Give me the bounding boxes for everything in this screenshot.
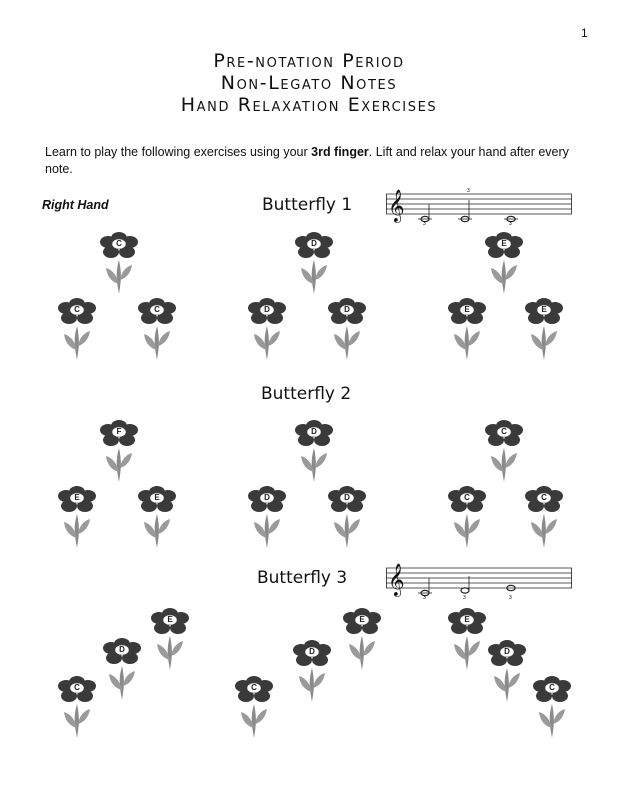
flower-note-label: C: [501, 427, 507, 436]
music-staff-3: [386, 560, 572, 600]
flower-note-label: D: [504, 647, 510, 656]
flower-1-3-3: [522, 298, 566, 368]
flower-3-2-1: [232, 676, 276, 746]
flower-2-1-1: [97, 420, 141, 490]
title-line-3: Hand Relaxation Exercises: [180, 94, 438, 116]
flower-note-label: D: [119, 645, 125, 654]
flower-note-label: E: [154, 493, 160, 502]
flower-note-label: C: [251, 683, 257, 692]
treble-clef-icon: 𝄞: [388, 189, 405, 222]
music-staff-1: [386, 186, 572, 226]
flower-note-label: E: [464, 305, 470, 314]
instructions: [45, 144, 590, 178]
flower-3-3-3: [530, 676, 574, 746]
title-line-1: Pre-notation Period: [213, 50, 405, 72]
flower-1-2-3: [325, 298, 369, 368]
flower-2-3-3: [522, 486, 566, 556]
flower-note-label: C: [549, 683, 555, 692]
flower-note-label: D: [344, 493, 350, 502]
flower-note-label: C: [74, 305, 80, 314]
flower-note-label: D: [311, 427, 317, 436]
flower-1-1-1: [97, 232, 141, 302]
finger-number: 3: [423, 221, 426, 226]
flower-note-label: C: [541, 493, 547, 502]
flower-note-label: E: [359, 615, 365, 624]
instructions-finger: 3rd finger: [311, 145, 369, 159]
exercise-heading-3: Butterfly 3: [257, 568, 348, 588]
flower-3-2-3: [340, 608, 384, 678]
flower-3-3-2: [485, 640, 529, 710]
flower-note-label: C: [74, 683, 80, 692]
flower-3-1-3: [148, 608, 192, 678]
finger-number: 3: [509, 221, 512, 226]
flower-note-label: E: [464, 615, 470, 624]
flower-2-2-2: [245, 486, 289, 556]
flower-3-1-1: [55, 676, 99, 746]
flower-note-label: E: [167, 615, 173, 624]
exercise-heading-2: Butterfly 2: [261, 384, 352, 404]
flower-3-2-2: [290, 640, 334, 710]
flower-note-label: C: [116, 239, 122, 248]
flower-note-label: C: [464, 493, 470, 502]
treble-clef-icon: 𝄞: [388, 563, 405, 596]
staff-note: [461, 576, 469, 593]
flower-note-label: D: [311, 239, 317, 248]
instructions-text-end: . Lift and relax your hand after every note.: [45, 145, 569, 176]
flower-note-label: C: [154, 305, 160, 314]
flower-1-3-1: [482, 232, 526, 302]
instructions-text-start: Learn to play the following exercises using your: [45, 145, 312, 159]
flower-2-1-2: [55, 486, 99, 556]
flower-note-label: D: [309, 647, 315, 656]
flower-1-2-1: [292, 232, 336, 302]
flower-note-label: F: [116, 427, 122, 436]
hand-label: Right Hand: [42, 198, 109, 212]
flower-3-1-2: [100, 638, 144, 708]
flower-note-label: D: [264, 493, 270, 502]
flower-note-label: E: [541, 305, 547, 314]
flower-1-1-2: [55, 298, 99, 368]
flower-note-label: D: [344, 305, 350, 314]
flower-2-2-1: [292, 420, 336, 490]
flower-note-label: E: [74, 493, 80, 502]
finger-number: 3: [423, 595, 426, 600]
finger-number: 3: [463, 595, 466, 600]
flower-1-3-2: [445, 298, 489, 368]
finger-number: 3: [467, 188, 470, 194]
flower-2-1-3: [135, 486, 179, 556]
flower-2-3-1: [482, 420, 526, 490]
finger-number: 3: [509, 595, 512, 600]
flower-2-2-3: [325, 486, 369, 556]
page-number: 1: [581, 26, 588, 40]
flower-1-2-2: [245, 298, 289, 368]
title-line-2: Non-Legato Notes: [220, 72, 398, 94]
flower-1-1-3: [135, 298, 179, 368]
staff-note: [418, 578, 432, 596]
flower-note-label: E: [501, 239, 507, 248]
staff-note: [418, 204, 432, 222]
flower-note-label: D: [264, 305, 270, 314]
flower-2-3-2: [445, 486, 489, 556]
exercise-heading-1: Butterfly 1: [262, 195, 353, 215]
flower-3-3-1: [445, 608, 489, 678]
